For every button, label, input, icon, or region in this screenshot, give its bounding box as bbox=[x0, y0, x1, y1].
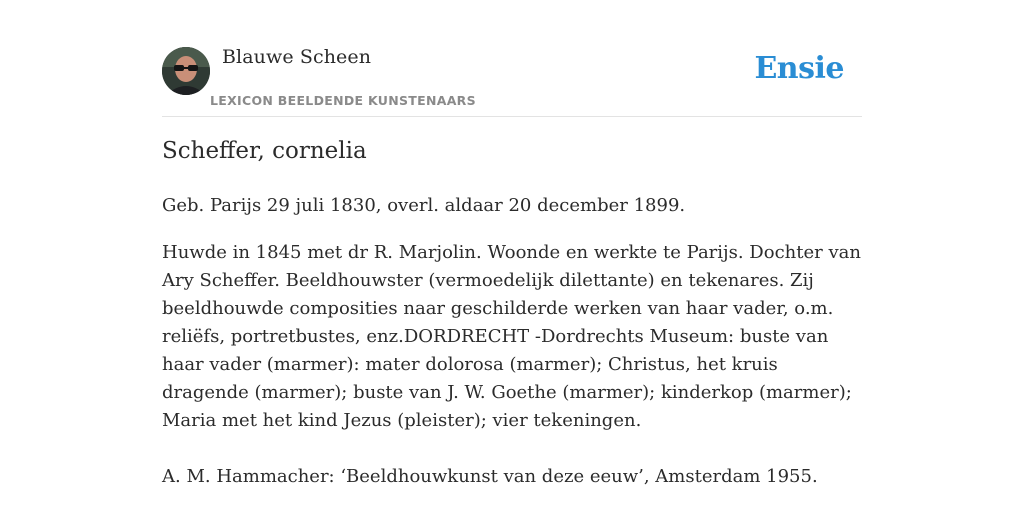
header bbox=[162, 0, 862, 117]
brand-logo[interactable]: Ensie bbox=[754, 51, 844, 86]
entry-paragraph: Huwde in 1845 met dr R. Marjolin. Woonde en werkte te Parijs. Dochter van Ary Scheffer. Beeldhouwster (vermoedelijk dilettante) en tekenares. Zij beeldhouwde composities naar geschilderde werken van haar vader, o.m. reliëfs, portretbustes, enz.DORDRECHT -Dordrechts Museum: buste van haar vader (marmer): mater dolorosa (marmer); Christus, het kruis dragende (marmer); buste van J. W. Goethe (marmer); kinderkop (marmer); Maria met het kind Jezus (pleister); vier tekeningen. bbox=[162, 242, 861, 431]
entry-title: Scheffer, cornelia bbox=[162, 138, 367, 164]
collection-link[interactable]: LEXICON BEELDENDE KUNSTENAARS bbox=[210, 93, 476, 108]
author-name[interactable]: Blauwe Scheen bbox=[222, 46, 372, 68]
entry-source: A. M. Hammacher: ‘Beeldhouwkunst van deze eeuw’, Amsterdam 1955. bbox=[162, 466, 818, 487]
page bbox=[162, 0, 862, 512]
entry-paragraph: Geb. Parijs 29 juli 1830, overl. aldaar 20 december 1899. bbox=[162, 195, 686, 216]
author-avatar[interactable] bbox=[162, 47, 210, 95]
